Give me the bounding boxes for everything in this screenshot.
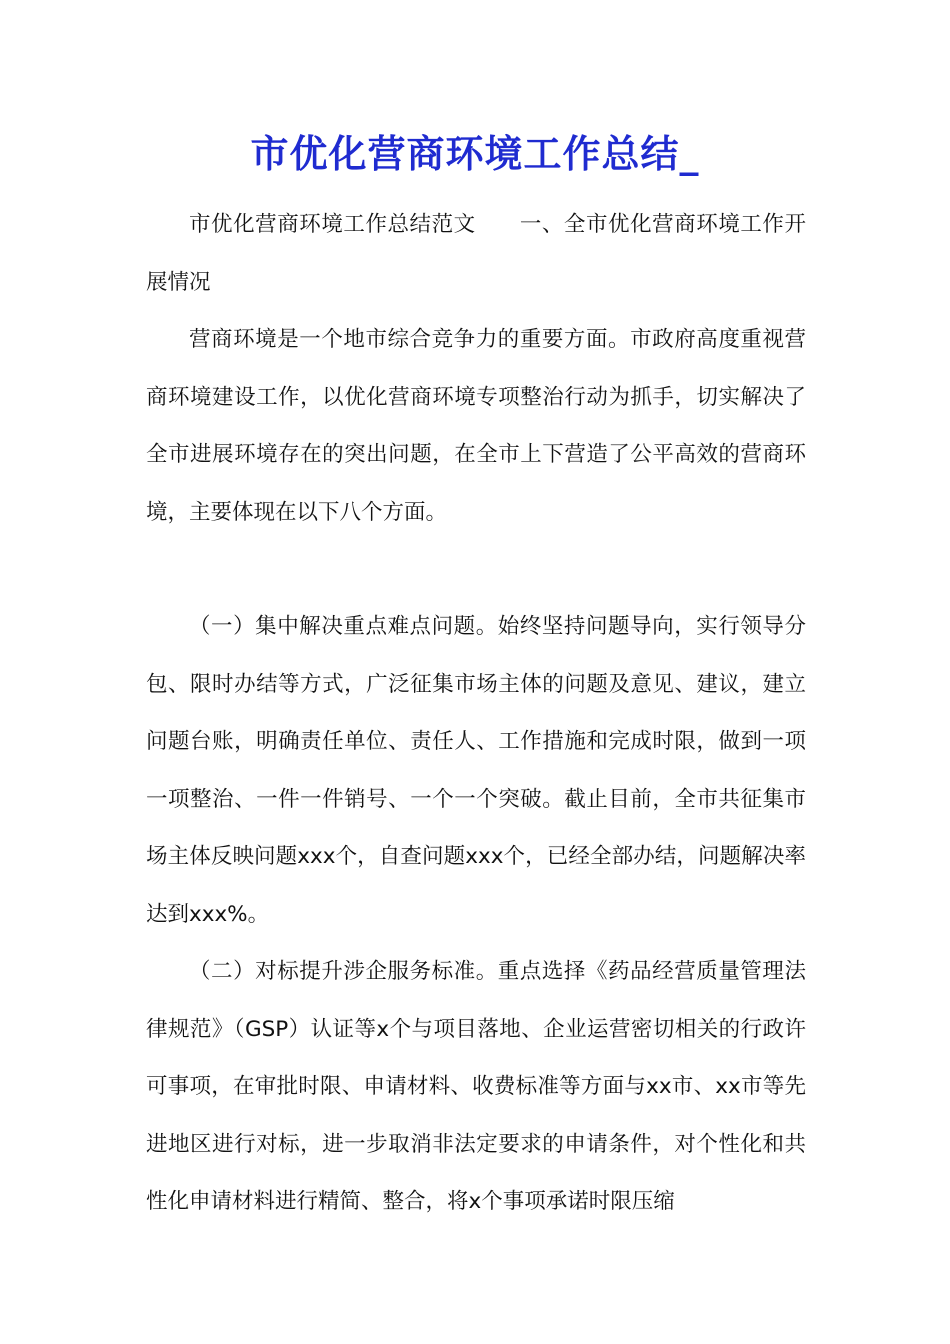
- paragraph-section-1: [146, 598, 806, 943]
- paragraph-section-2: [146, 943, 806, 1231]
- paragraph-overview: [146, 311, 806, 541]
- paragraph-text: （一）集中解决重点难点问题。始终坚持问题导向，实行领导分包、限时办结等方式，广泛征集市场主体的问题及意见、建议，建立问题台账，明确责任单位、责任人、工作措施和完成时限，做到一项一项整治、一件一件销号、一个一个突破。截止目前，全市共征集市场主体反映问题xxx个，自查问题xxx个，已经全部办结，问题解决率达到xxx%。: [146, 614, 806, 927]
- document-title: 市优化营商环境工作总结_: [250, 131, 700, 176]
- paragraph-text: 营商环境是一个地市综合竞争力的重要方面。市政府高度重视营商环境建设工作，以优化营商环境专项整治行动为抓手，切实解决了全市进展环境存在的突出问题，在全市上下营造了公平高效的营商环境，主要体现在以下八个方面。: [146, 327, 806, 525]
- paragraph-text: （二）对标提升涉企服务标准。重点选择《药品经营质量管理法律规范》（GSP）认证等x个与项目落地、企业运营密切相关的行政许可事项，在审批时限、申请材料、收费标准等方面与xx市、xx市等先进地区进行对标，进一步取消非法定要求的申请条件，对个性化和共性化申请材料进行精简、整合，将x个事项承诺时限压缩: [146, 959, 806, 1214]
- paragraph-text: 市优化营商环境工作总结范文 一、全市优化营商环境工作开展情况: [146, 212, 806, 295]
- paragraph-intro: [146, 196, 806, 311]
